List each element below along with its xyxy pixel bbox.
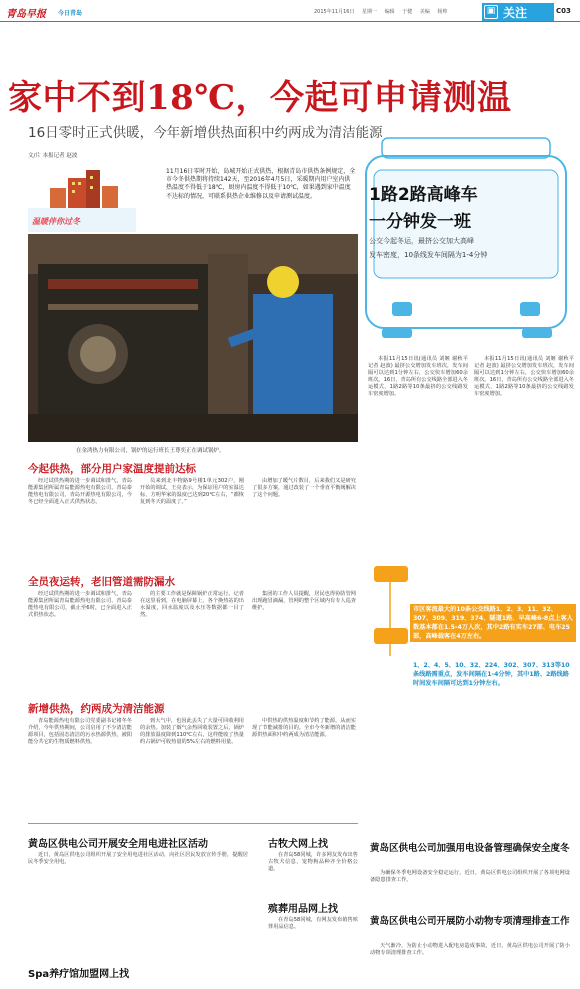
brief-text: 在青岛58同城，有网友发布销售殡葬用品信息。 [268,917,358,931]
winter-illustration [28,166,136,232]
brief-text: 为确保冬季电网设备安全稳定运行，近日，黄岛区供电公司组织开展了各项电网设备隐患排查工作。 [370,870,570,884]
bus-headline-1: 1路2路高峰车 [369,185,478,205]
section-tab-label: 关注 [503,6,528,20]
brief-title: 黄岛区供电公司加强用电设备管理确保安全度冬 [370,843,570,854]
article-column: 集团的工作人员提醒，居民也得协防管网出现跑冒滴漏，管网的整个区域内有专人巡查维护。 [252,591,356,612]
bus-headline-2: 一分钟发一班 [369,212,471,232]
brief-title: 殡葬用品网上找 [268,904,338,915]
article-column: 员来到北丰物路9号楼1单元302户，刚开始的调试，王亮表示，为保证用户的室温达标，方明华家的温度已达到20℃左右，“都恢复到冬天的温度了。” [140,478,244,506]
byline: 文/片 本报记者 赵波 [28,153,78,159]
photo-caption: 在金鸿热力有限公司，锅炉的运行班长王尊奕正在调试锅炉。 [76,448,225,454]
article-column: 经过试供热期的进一步调试和排气，青岛能源集团所属青岛能源热电有限公司、青岛泰能热电有限公司，截止至6时，已全面进入正式供热状态。 [28,591,132,619]
newspaper-logo: 青岛早报 [6,9,46,20]
section-title: 新增供热，约两成为清洁能源 [28,703,165,715]
bus-subhead-1: 公交今起冬运，最挤公交加大高峰 [369,237,474,245]
badge-text: 温暖伴你过冬 [32,217,80,226]
article-column: 中供热的供热温度和节约了能源，从而实现了节能减排的目的。全市今冬新增的清洁能源供热面积中约两成为清洁能源。 [252,718,356,739]
bus-illustration [362,130,572,340]
brief-title: Spa养疗馆加盟网上找 [28,969,130,980]
bus-article-column: 本报11月15日讯(通讯员 刘姬 谢秋平 记者 赵波) 最挤公交增加发车班次，发车间隔可以达到1分钟左右，公交快车增加60余班次。16日，青岛所有公交线路全部进入冬运模式，1路2路等10条最挤的公交线路发车密度增加。 [368,356,468,398]
article-column: 到大气中，也因此丢失了大量可回收利用的余热。加装了烟气余热回收装置之后，锅炉的排放温度降到110℃左右，这样能收了热量约占锅炉可收热量的5%左右的燃料用量。 [140,718,244,746]
bus-timeline [366,560,578,700]
article-column: 由增加了暖气片数目，后来我们又是研究了很多方案，通过改装了一个垂直平衡阀解决了这个问题。 [252,478,356,499]
brief-title: 黄岛区供电公司开展安全用电进社区活动 [28,839,208,850]
boiler-photo [28,234,358,442]
brief-text: 在青岛58同城，许多网友发布出售古牧犬信息，宠物狗品种齐全价格公道。 [268,852,358,873]
timeline-box: 1、2、4、5、10、32、224、302、307、313等10条线路需重点，发车间隔在1-4分钟，其中1路、2路线路时间发车间隔可达到1分钟左右。 [413,662,570,687]
section-title: 今起供热，部分用户家温度提前达标 [28,463,196,475]
brief-text: 近日，黄岛区供电公司组织开展了安全用电进社区活动，向社区居民发放宣传手册，提醒居民冬季安全用电。 [28,852,248,866]
brief-title: 黄岛区供电公司开展防小动物专项清理排查工作 [370,916,570,927]
divider [28,823,358,824]
article-column: 经过试供热期的进一步调试和排气，青岛能源集团所属青岛能源热电有限公司、青岛泰能热电有限公司，青岛开源热电有限公司，今冬已经全面进入正式供热状态。 [28,478,132,506]
article-column: 青岛能源热电有限公司党委副书记褚冬冬介绍，今年供热期间，公司启用了不少清洁能源项目，包括固态清洁的污水热源供热，被阳能分共它的生物质燃料供热。 [28,718,132,746]
article-column: 的主要工作就是保障锅炉正常运行，记者在这里看到，在电脑屏幕上，各个换热站的出水温度，回水温度以及水压等数据都一目了然。 [140,591,244,619]
brief-text: 天气渐冷，为防止小动物进入配电房造成事故，近日，黄岛区供电公司开展了防小动物专项清理排查工作。 [370,943,570,957]
masthead [0,0,580,22]
section-name: 今日青岛 [58,10,83,17]
bus-subhead-2: 发车密度，10条线发车间隔为1-4分钟 [369,251,488,259]
lede-paragraph: 11月16日零时开始，岛城开始正式供热，根据青岛市供热条例规定，全市今冬供热期将持续142天，至2016年4月5日，采暖期内用户室内供热温度不得低于18℃，厨房内温度不得低于10℃，如果遇到家中温度不达标的情况，可联系供热企业维修以及申请测试温度。 [166,168,356,200]
issue-meta: 2015年11月16日 星期一 编辑 于健 美编 杨帅 [314,9,448,15]
timeline-box: 市区客流最大的10条公交线路1、2、3、11、32、307、309、319、374、隧道1路、早高峰6-8点上客人数基本都在1.5-4万人次，其中2路有实车27部、电车25部，高峰载客在4万左右。 [410,604,576,642]
subheadline: 16日零时正式供暖，今年新增供热面积中约两成为清洁能源 [28,125,383,141]
headline: 家中不到18℃，今起可申请测温 [8,78,512,118]
section-title: 全员夜运转，老旧管道需防漏水 [28,576,175,588]
bus-article-column: 本报11月15日讯(通讯员 刘姬 谢秋平 记者 赵波) 最挤公交增加发车班次，发车间隔可以达到1分钟左右，公交快车增加60余班次。16日，青岛所有公交线路全部进入冬运模式，1路2路等10条最挤的公交线路发车密度增加。 [474,356,574,398]
brief-title: 古牧犬网上找 [268,839,328,850]
page-number: C03 [556,7,571,15]
tab-bookmark-icon: ▣ [484,5,498,19]
